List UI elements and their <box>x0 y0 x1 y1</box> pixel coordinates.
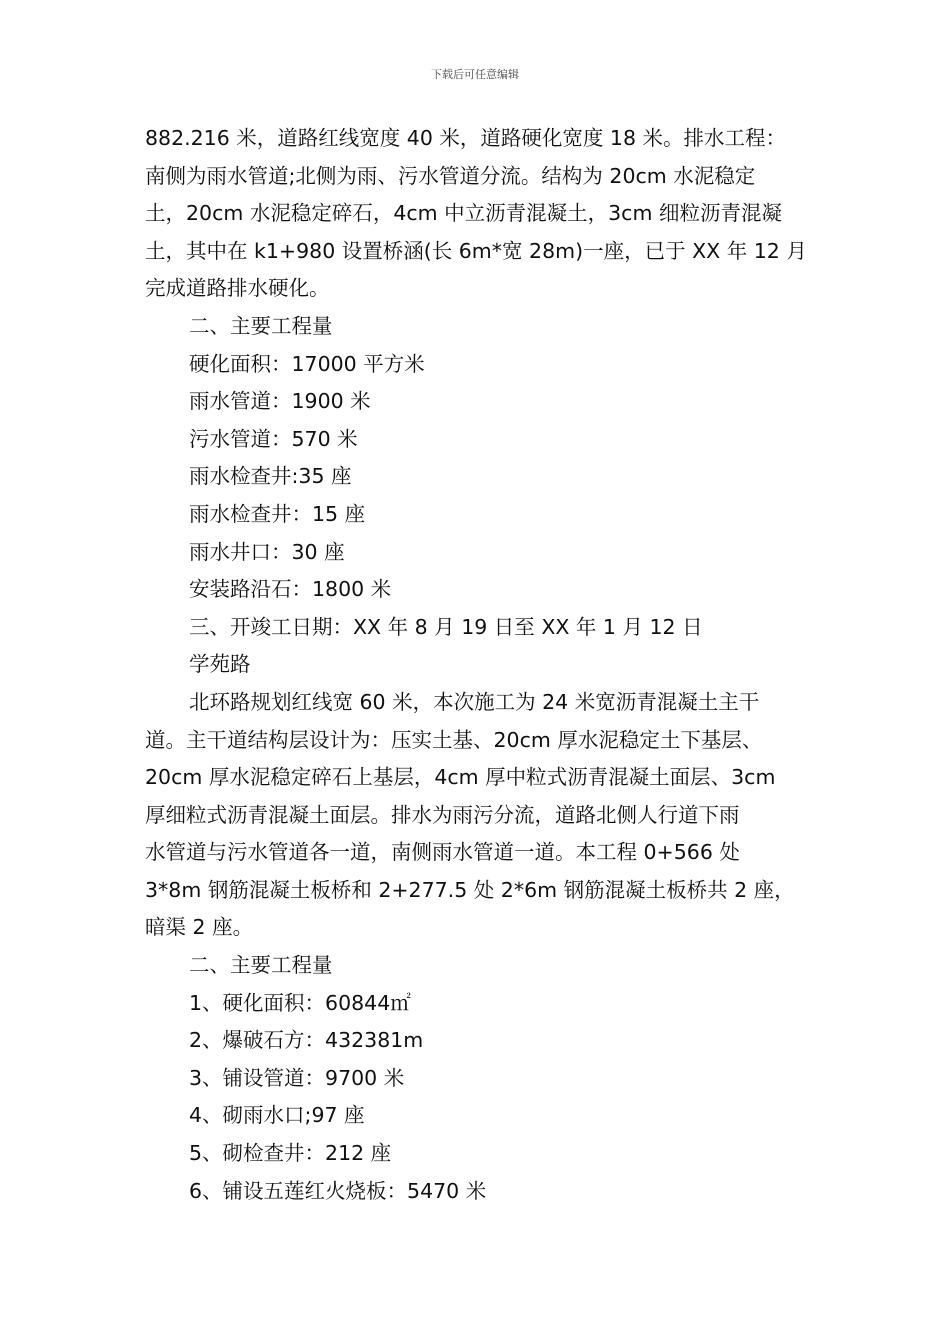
quantity-item: 6、铺设五莲红火烧板：5470 米 <box>189 1178 487 1203</box>
section-heading: 二、主要工程量 <box>189 313 333 338</box>
quantity-item: 雨水检查井：15 座 <box>189 501 366 526</box>
description-line: 北环路规划红线宽 60 米，本次施工为 24 米宽沥青混凝土主干 <box>189 689 760 714</box>
quantity-item: 2、爆破石方：432381m <box>189 1028 424 1053</box>
section-heading: 二、主要工程量 <box>189 953 333 978</box>
quantity-item: 雨水管道：1900 米 <box>189 389 371 414</box>
quantity-item: 1、硬化面积：60844㎡ <box>189 990 411 1015</box>
description-line: 水管道与污水管道各一道，南侧雨水管道一道。本工程 0+566 处 <box>145 840 740 865</box>
quantity-item: 雨水检查井:35 座 <box>189 464 352 489</box>
quantity-item: 硬化面积：17000 平方米 <box>189 351 425 376</box>
dates-line: 三、开竣工日期：XX 年 8 月 19 日至 XX 年 1 月 12 日 <box>189 614 703 639</box>
description-line: 暗渠 2 座。 <box>145 915 254 940</box>
intro-line: 土，其中在 k1+980 设置桥涵(长 6m*宽 28m)一座，已于 XX 年 12 月 <box>145 238 807 263</box>
page-header: 下载后可任意编辑 <box>431 68 519 81</box>
document-body <box>145 120 825 1210</box>
quantity-item: 安装路沿石：1800 米 <box>189 577 392 602</box>
description-line: 道。主干道结构层设计为：压实土基、20cm 厚水泥稳定土下基层、 <box>145 727 763 752</box>
description-line: 3*8m 钢筋混凝土板桥和 2+277.5 处 2*6m 钢筋混凝土板桥共 2 座， <box>145 877 795 902</box>
quantity-item: 4、砌雨水口;97 座 <box>189 1103 365 1128</box>
description-line: 20cm 厚水泥稳定碎石上基层，4cm 厚中粒式沥青混凝土面层、3cm <box>145 765 776 790</box>
intro-line: 完成道路排水硬化。 <box>145 276 330 301</box>
quantity-item: 雨水井口：30 座 <box>189 539 345 564</box>
quantity-item: 5、砌检查井：212 座 <box>189 1141 392 1166</box>
description-line: 厚细粒式沥青混凝土面层。排水为雨污分流，道路北侧人行道下雨 <box>145 802 740 827</box>
intro-line: 882.216 米，道路红线宽度 40 米，道路硬化宽度 18 米。排水工程： <box>145 126 787 150</box>
quantity-item: 3、铺设管道：9700 米 <box>189 1065 405 1090</box>
road-name: 学苑路 <box>189 652 251 677</box>
intro-line: 南侧为雨水管道;北侧为雨、污水管道分流。结构为 20cm 水泥稳定 <box>145 163 756 188</box>
quantity-item: 污水管道：570 米 <box>189 426 358 451</box>
intro-line: 土，20cm 水泥稳定碎石，4cm 中立沥青混凝土，3cm 细粒沥青混凝 <box>145 201 782 226</box>
